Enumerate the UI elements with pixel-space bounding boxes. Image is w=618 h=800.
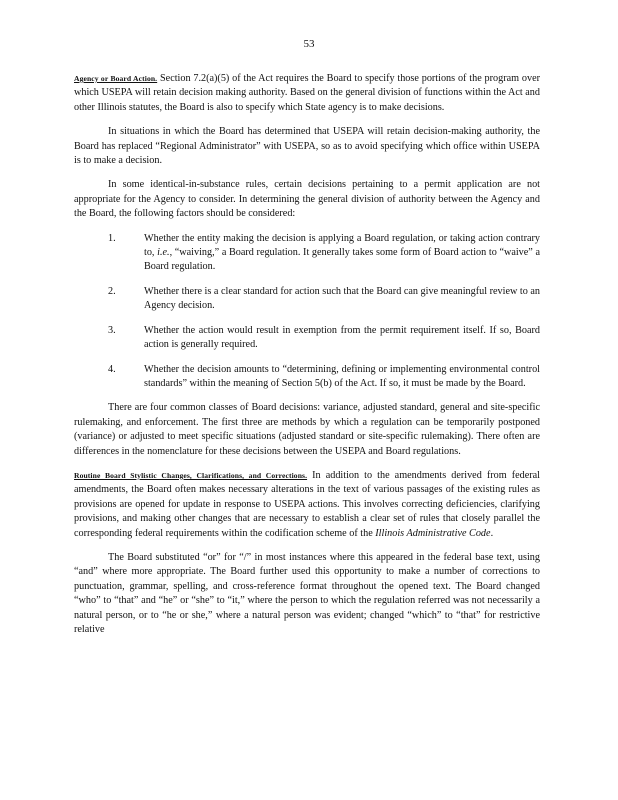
section-heading: Agency or Board Action.: [74, 74, 158, 83]
list-number: 3.: [108, 324, 116, 336]
paragraph-identical-in-substance: In some identical-in-substance rules, certain decisions pertaining to a permit application are not appropriate for the Agency to consider. In determining the general division of authority between the Agency and the Board, the following factors should be considered:: [74, 179, 540, 220]
list-number: 2.: [108, 285, 116, 297]
paragraph-tail: .: [490, 527, 494, 539]
list-number: 1.: [108, 232, 116, 244]
list-text: Whether the entity making the decision is applying a Board regulation, or taking action contrary to,: [144, 232, 540, 259]
page-number: 53: [303, 38, 315, 50]
paragraph-routine-changes: [74, 469, 540, 541]
list-item: [74, 363, 540, 392]
list-italic-text: i.e.: [157, 247, 170, 259]
paragraph-text: In addition to the amendments derived from federal amendments, the Board often makes necessary alterations in the text of various passages of the existing rules as provisions are opened for update in response to USEPA actions. This involves correcting deficiencies, clarifying provisions, and making other changes that are necessary to establish a clear set of rules that closely parallel the corresponding federal requirements within the codification scheme of the: [74, 469, 540, 539]
paragraph-agency-or-board-action: [74, 72, 540, 115]
document-body: [74, 72, 540, 647]
list-text: Whether the action would result in exemption from the permit requirement itself. If so, Board action is generally required.: [144, 324, 540, 351]
code-title: Illinois Administrative Code: [375, 527, 491, 539]
list-text-end: , “waiving,” a Board regulation. It generally takes some form of Board action to “waive” a Board regulation.: [144, 247, 540, 273]
list-text: Whether there is a clear standard for action such that the Board can give meaningful review to an Agency decision.: [144, 285, 540, 312]
section-heading: Routine Board Stylistic Changes, Clarifications, and Corrections.: [74, 470, 308, 480]
paragraph-decision-authority: In situations in which the Board has determined that USEPA will retain decision-making authority, the Board has replaced “Regional Administrator” with USEPA, so as to avoid specifying which office within USEPA is to make a decision.: [74, 126, 540, 167]
list-item: [74, 324, 540, 353]
list-item: [74, 285, 540, 314]
factors-list: [74, 232, 540, 392]
paragraph-classes-of-decisions: There are four common classes of Board decisions: variance, adjusted standard, general and site-specific rulemaking, and enforcement. The first three are methods by which a regulation can be temporarily postponed (variance) or adjusted to meet specific situations (adjusted standard or site-specific rulemaking). There often are differences in the nomenclature for these decisions between the USEPA and Board regulations.: [74, 402, 540, 457]
list-text: Whether the decision amounts to “determining, defining or implementing environmental control standards” within the meaning of Section 5(b) of the Act. If so, it must be made by the Board.: [144, 363, 540, 389]
list-item: [74, 232, 540, 275]
paragraph-text: Section 7.2(a)(5) of the Act requires the Board to specify those portions of the program over which USEPA will retain decision making authority. Based on the general division of functions within the Act and other Illinois statutes, the Board is also to specify which State agency is to make decisions.: [74, 73, 540, 113]
list-number: 4.: [108, 363, 116, 375]
paragraph-substitutions: The Board substituted “or” for “/” in most instances where this appeared in the federal base text, using “and” where more appropriate. The Board further used this opportunity to make a number of corrections to punctuation, grammar, spelling, and cross-reference format throughout the opened text. The Board changed “who” to “that” and “he” or “she” to “it,” where the person to which the regulation referred was not necessarily a natural person, or to “he or she,” where a natural person was evident; changed “which” to “that” for restrictive relative: [74, 551, 540, 635]
